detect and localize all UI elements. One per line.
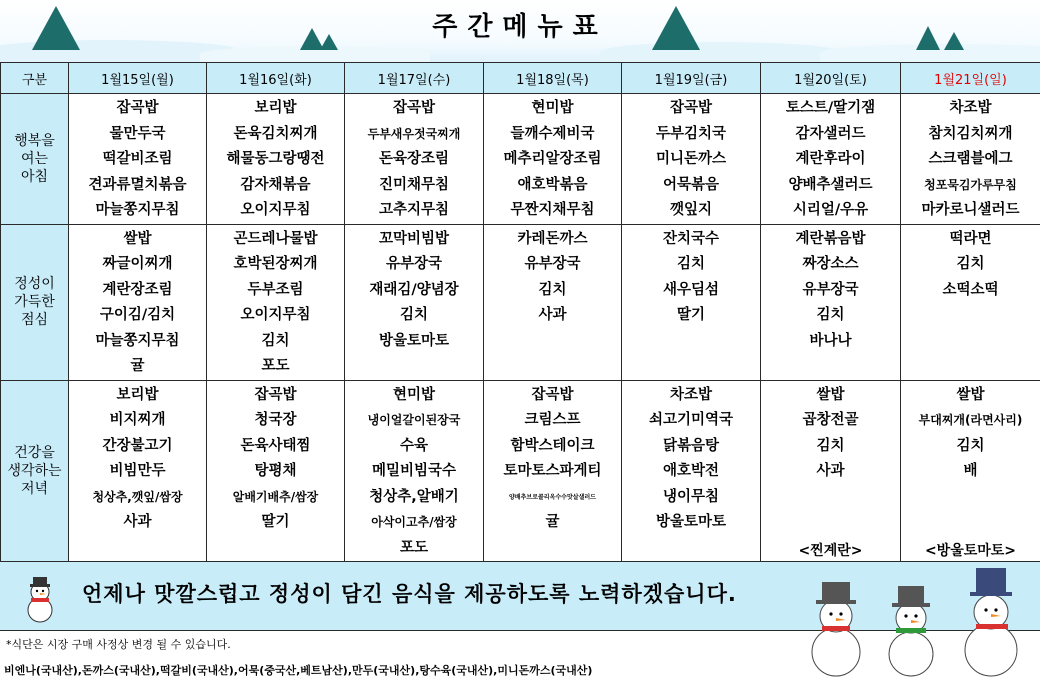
menu-item: 곱창전골 xyxy=(802,412,859,428)
lunch-row xyxy=(1,224,1040,380)
menu-item: 돈육장조림 xyxy=(378,151,450,167)
menu-item: 유부장국 xyxy=(385,256,443,272)
menu-item: 감자샐러드 xyxy=(795,125,866,142)
menu-item: 포도 xyxy=(261,358,290,374)
menu-cell xyxy=(901,224,1040,380)
menu-item: 고추지무침 xyxy=(378,202,450,218)
menu-item: 깻잎지 xyxy=(669,202,713,218)
menu-item: 청상추,깻잎/쌈장 xyxy=(92,489,183,504)
breakfast-row xyxy=(1,94,1040,225)
menu-item: 함박스테이크 xyxy=(510,437,595,454)
menu-item: 청포묵김가루무침 xyxy=(924,177,1017,192)
menu-item: 카레돈까스 xyxy=(517,230,588,247)
menu-item: 알배기배추/쌈장 xyxy=(232,489,319,504)
menu-item: 사과 xyxy=(538,307,567,323)
menu-item: 크림스프 xyxy=(524,412,581,428)
menu-item: 방울토마토 xyxy=(655,514,727,530)
menu-item: 보리밥 xyxy=(254,100,297,116)
menu-item: 배 xyxy=(963,463,978,479)
menu-item: 호박된장찌개 xyxy=(233,256,318,272)
day-header: 1월20일(토) xyxy=(761,63,901,94)
dinner-extra: <찐계란> xyxy=(798,542,863,559)
meal-label-line: 저녁 xyxy=(20,481,49,497)
menu-item: 새우딤섬 xyxy=(662,281,720,298)
menu-item: 물만두국 xyxy=(109,125,166,142)
menu-cell xyxy=(761,224,901,380)
menu-cell xyxy=(484,94,622,225)
menu-item: 꼬막비빔밥 xyxy=(378,230,450,247)
menu-item: 진미채무침 xyxy=(378,176,450,193)
menu-item: 잔치국수 xyxy=(662,230,720,247)
menu-item: 곤드레나물밥 xyxy=(233,230,318,247)
menu-item: 귤 xyxy=(130,358,145,374)
menu-item: 토마토스파게티 xyxy=(503,463,602,479)
snowmen-illustration xyxy=(786,560,1040,680)
menu-item: 보리밥 xyxy=(116,386,159,403)
menu-item: 감자채볶음 xyxy=(240,176,311,193)
menu-item: 메밀비빔국수 xyxy=(371,463,457,479)
menu-item: 김치 xyxy=(399,307,428,323)
dinner-extra: <방울토마토> xyxy=(924,542,1017,559)
menu-cell xyxy=(345,380,484,562)
menu-item: 마늘쫑지무침 xyxy=(95,202,180,218)
meal-label-line: 정성이 xyxy=(14,276,55,292)
snowman-icon xyxy=(22,574,58,624)
meal-label-line: 생각하는 xyxy=(7,463,62,479)
menu-cell xyxy=(69,224,207,380)
pine-tree-icon xyxy=(944,32,964,50)
meal-label-line: 가득한 xyxy=(14,294,55,310)
menu-item: 김치 xyxy=(261,332,290,349)
banner-message: 언제나 맛깔스럽고 정성이 담긴 음식을 제공하도록 노력하겠습니다. xyxy=(82,582,737,606)
menu-cell xyxy=(345,94,484,225)
meal-label-lunch xyxy=(1,224,69,380)
day-header: 1월16일(화) xyxy=(207,63,345,94)
menu-item: 양배추샐러드 xyxy=(788,176,873,193)
menu-item: 소떡소떡 xyxy=(942,281,999,298)
origin-notice: 비엔나(국내산),돈까스(국내산),떡갈비(국내산),어묵(중국산,베트남산),만두(국내산),탕수육(국내산),미니돈까스(국내산) xyxy=(4,664,593,677)
menu-item: 무짠지채무침 xyxy=(510,202,595,218)
menu-cell xyxy=(761,380,901,562)
menu-item: 김치 xyxy=(538,281,567,298)
menu-item: 두부새우젓국찌개 xyxy=(367,126,461,141)
menu-item: 바나나 xyxy=(809,332,852,349)
menu-cell xyxy=(622,380,761,562)
menu-item: 쌀밥 xyxy=(956,386,985,403)
day-header-row xyxy=(1,63,1040,94)
menu-item: 스크램블에그 xyxy=(928,151,1013,167)
menu-cell xyxy=(901,380,1040,562)
meal-label-line: 아침 xyxy=(20,168,49,185)
menu-item: 계란후라이 xyxy=(795,151,866,167)
menu-item: 김치 xyxy=(676,256,705,272)
pine-tree-icon xyxy=(916,26,940,50)
menu-item: 딸기 xyxy=(261,514,290,530)
menu-item: 탕평채 xyxy=(254,463,297,479)
menu-item: 사과 xyxy=(123,514,152,530)
menu-item: 계란장조림 xyxy=(102,281,173,298)
menu-item: 잡곡밥 xyxy=(669,100,713,116)
menu-item: 애호박전 xyxy=(662,463,720,479)
menu-item: 방울토마토 xyxy=(378,332,450,349)
day-header-sunday: 1월21일(일) xyxy=(901,63,1040,94)
menu-item: 비빔만두 xyxy=(109,463,166,479)
menu-item: 돈육사태찜 xyxy=(240,437,311,454)
menu-item: 귤 xyxy=(545,514,560,530)
menu-item: 미니돈까스 xyxy=(655,151,727,167)
menu-item: 떡라면 xyxy=(949,230,992,247)
menu-item: 현미밥 xyxy=(531,100,574,116)
menu-item: 청국장 xyxy=(254,412,297,428)
menu-item: 마카로니샐러드 xyxy=(921,202,1020,218)
menu-item: 견과류멸치볶음 xyxy=(88,176,187,193)
meal-label-dinner xyxy=(1,380,69,562)
menu-item: 김치 xyxy=(956,437,985,454)
menu-item: 잡곡밥 xyxy=(392,100,436,116)
menu-item: 시리얼/우유 xyxy=(792,202,869,218)
menu-item: 잡곡밥 xyxy=(116,100,159,116)
meal-label-line: 여는 xyxy=(20,150,49,167)
menu-item: 두부조림 xyxy=(247,281,304,298)
menu-cell xyxy=(207,380,345,562)
menu-item: 간장불고기 xyxy=(102,437,173,454)
menu-item: 오이지무침 xyxy=(240,307,311,323)
day-header: 1월17일(수) xyxy=(345,63,484,94)
menu-item: 재래김/양념장 xyxy=(369,281,459,298)
menu-cell xyxy=(761,94,901,225)
menu-cell xyxy=(622,224,761,380)
meal-label-breakfast xyxy=(1,94,69,225)
menu-item: 참치김치찌개 xyxy=(928,125,1013,142)
menu-item: 어묵볶음 xyxy=(662,176,720,193)
menu-item: 오이지무침 xyxy=(240,202,311,218)
menu-table xyxy=(0,62,1040,563)
menu-item: 수육 xyxy=(399,437,428,454)
menu-item: 차조밥 xyxy=(669,386,713,403)
menu-item: 냉이얼갈이된장국 xyxy=(367,413,461,427)
menu-item: 구이김/김치 xyxy=(99,307,176,323)
menu-item: 두부김치국 xyxy=(655,125,727,142)
meal-label-line: 행복을 xyxy=(14,132,55,149)
menu-item: 청상추,알배기 xyxy=(369,488,459,505)
menu-item: 쇠고기미역국 xyxy=(648,412,734,428)
menu-cell xyxy=(484,224,622,380)
menu-item: 현미밥 xyxy=(392,386,436,403)
menu-cell xyxy=(345,224,484,380)
header-label: 구분 xyxy=(1,63,69,94)
menu-item: 쌀밥 xyxy=(123,230,152,247)
menu-item: 유부장국 xyxy=(524,256,581,272)
menu-item: 짜글이찌개 xyxy=(102,256,173,272)
menu-item: 딸기 xyxy=(676,307,705,323)
pine-tree-icon xyxy=(320,34,338,50)
menu-cell xyxy=(484,380,622,562)
menu-item: 비지찌개 xyxy=(109,412,166,428)
menu-item: 토스트/딸기잼 xyxy=(785,100,876,116)
menu-cell xyxy=(901,94,1040,225)
menu-item: 잡곡밥 xyxy=(254,386,297,403)
menu-item: 돈육김치찌개 xyxy=(233,125,318,142)
menu-item: 애호박볶음 xyxy=(517,176,588,193)
menu-item: 김치 xyxy=(956,256,985,272)
menu-item: 마늘쫑지무침 xyxy=(95,332,180,349)
pine-tree-icon xyxy=(652,6,700,50)
menu-item: 떡갈비조림 xyxy=(102,151,173,167)
menu-item: 닭볶음탕 xyxy=(662,437,720,454)
menu-item: 유부장국 xyxy=(802,281,859,298)
menu-cell xyxy=(207,94,345,225)
change-notice: *식단은 시장 구매 사정상 변경 될 수 있습니다. xyxy=(6,638,231,651)
menu-item: 사과 xyxy=(816,463,845,479)
menu-item: 양배추브로콜리옥수수맛살샐러드 xyxy=(509,493,596,501)
meal-label-line: 건강을 xyxy=(14,445,55,461)
menu-cell xyxy=(69,380,207,562)
menu-item: 포도 xyxy=(399,539,428,556)
page-title: 주간메뉴표 xyxy=(432,12,608,42)
dinner-row xyxy=(1,380,1040,562)
meal-label-line: 점심 xyxy=(20,312,49,328)
menu-item: 들깨수제비국 xyxy=(510,125,595,142)
menu-item: 아삭이고추/쌈장 xyxy=(371,515,457,529)
day-header: 1월18일(목) xyxy=(484,63,622,94)
menu-item: 김치 xyxy=(816,437,845,454)
menu-item: 냉이무침 xyxy=(662,488,720,505)
header-banner xyxy=(0,0,1040,62)
day-header: 1월15일(월) xyxy=(69,63,207,94)
menu-item: 차조밥 xyxy=(949,100,992,116)
menu-item: 짜장소스 xyxy=(802,256,859,272)
snow-hill xyxy=(600,42,840,62)
menu-item: 계란볶음밥 xyxy=(795,230,866,247)
menu-cell xyxy=(622,94,761,225)
pine-tree-icon xyxy=(32,6,80,50)
menu-item: 김치 xyxy=(816,307,845,323)
menu-item: 부대찌개(라면사리) xyxy=(918,413,1023,427)
menu-cell xyxy=(69,94,207,225)
day-header: 1월19일(금) xyxy=(622,63,761,94)
menu-cell xyxy=(207,224,345,380)
menu-item: 해물동그랑땡전 xyxy=(226,151,325,167)
menu-item: 메추리알장조림 xyxy=(503,151,602,167)
menu-item: 잡곡밥 xyxy=(531,386,574,403)
menu-item: 쌀밥 xyxy=(816,386,845,403)
